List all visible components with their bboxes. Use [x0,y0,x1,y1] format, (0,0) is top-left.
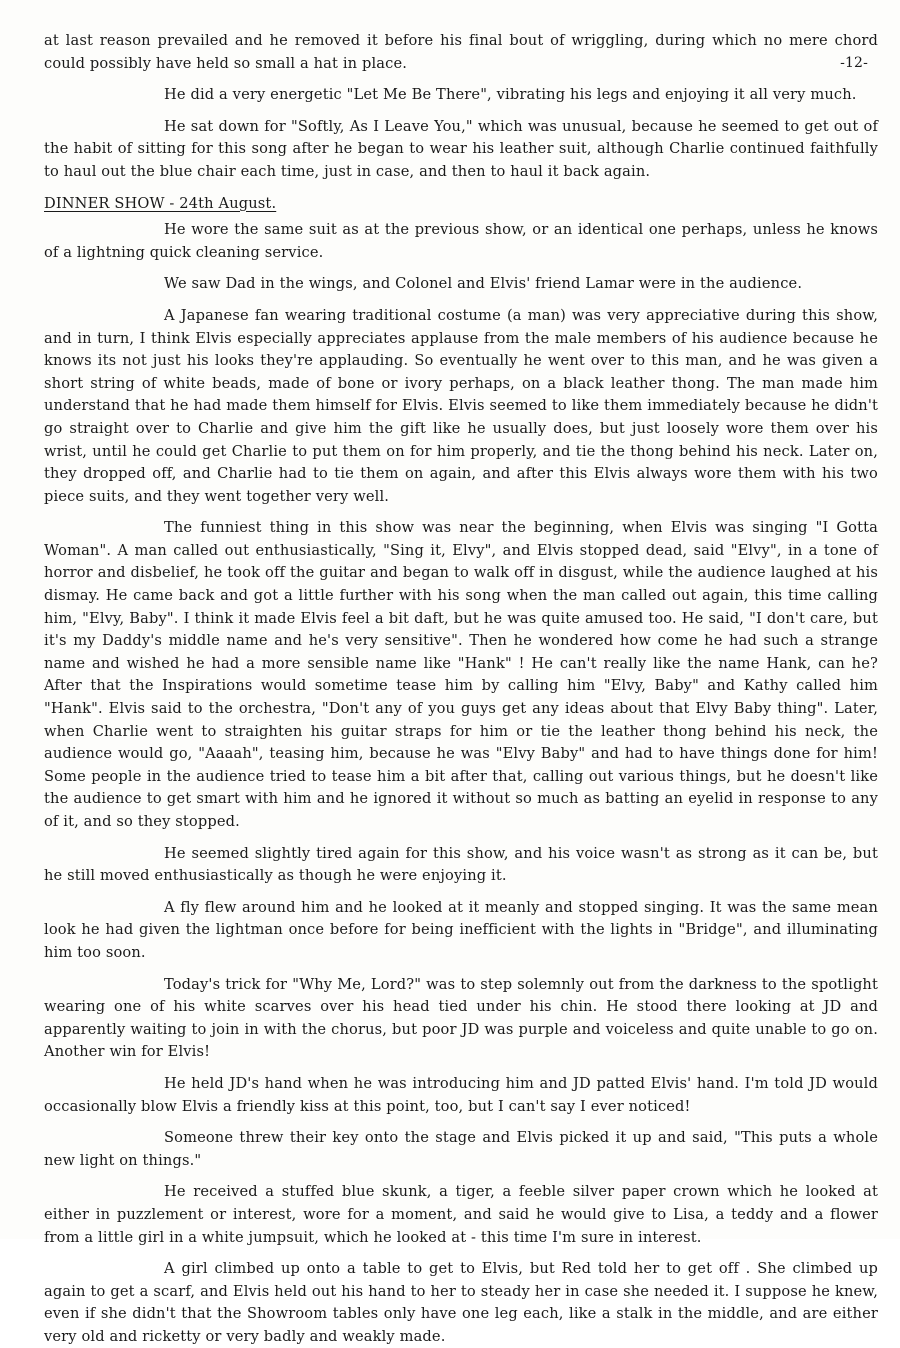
paragraph: A Japanese fan wearing traditional costume (a man) was very appreciative during this show, and in turn, I think Elvis especially appreciates applause from the male members of his audience because he knows its not just his looks they're applauding. So eventually he went over to this man, and he was given a short string of white beads, made of bone or ivory perhaps, on a black leather thong. The man made him understand that he had made them himself for Elvis. Elvis seemed to like them immediately because he didn't go straight over to Charlie and give him the gift like he usually does, but just loosely wore them over his wrist, until he could get Charlie to put them on for him properly, and tie the thong behind his neck. Later on, they dropped off, and Charlie had to tie them on again, and after this Elvis always wore them with his two piece suits, and they went together very well. [44,306,878,505]
paragraph: A fly flew around him and he looked at it meanly and stopped singing. It was the same mean look he had given the lightman once before for being inefficient with the lights in "Bridge", and illuminating him too soon. [44,898,878,961]
paragraph: He wore the same suit as at the previous show, or an identical one perhaps, unless he knows of a lightning quick cleaning service. [44,221,878,261]
paragraph: A girl climbed up onto a table to get to Elvis, but Red told her to get off . She climbed up again to get a scarf, and Elvis held out his hand to her to steady her in case she needed it. I suppose he knew, even if she didn't that the Showroom tables only have one leg each, like a stalk in the middle, and are either very old and ricketty or very badly and weakly made. [44,1260,878,1345]
page-number: -12- [840,55,868,71]
section-heading: DINNER SHOW - 24th August. [44,194,277,212]
paragraph: The funniest thing in this show was near the beginning, when Elvis was singing "I Gotta Woman". A man called out enthusiastically, "Sing it, Elvy", and Elvis stopped dead, said "Elvy", in a tone of horror and disbelief, he took off the guitar and began to walk off in disgust, while the audience laughed at his dismay. He came back and got a little further with his song when the man called out again, this time calling him, "Elvy, Baby". I think it made Elvis feel a bit daft, but he was quite amused too. He said, "I don't care, but it's my Daddy's middle name and he's very sensitive". Then he wondered how come he had such a strange name and wished he had a more sensible name like "Hank" ! He can't really like the name Hank, can he? After that the Inspirations would sometime tease him by calling him "Elvy, Baby" and Kathy called him "Hank". Elvis said to the orchestra, "Don't any of you guys get any ideas about that Elvy Baby thing". Later, when Charlie went to straighten his guitar straps for him or tie the leather thong behind his neck, the audience would go, "Aaaah", teasing him, because he was "Elvy Baby" and had to have things done for him! Some people in the audience tried to tease him a bit after that, calling out various things, but he doesn't like the audience to get smart with him and he ignored it without so much as batting an eyelid in response to any of it, and so they stopped. [44,519,878,830]
paragraph: He held JD's hand when he was introducing him and JD patted Elvis' hand. I'm told JD would occasionally blow Elvis a friendly kiss at this point, too, but I can't say I ever noticed! [44,1074,878,1115]
paragraph: He seemed slightly tired again for this show, and his voice wasn't as strong as it can be, but he still moved enthusiastically as though he were enjoying it. [44,844,878,885]
paragraph: He sat down for "Softly, As I Leave You," which was unusual, because he seemed to get out of the habit of sitting for this song after he began to wear his leather suit, although Charlie continued faithfully to haul out the blue chair each time, just in case, and then to haul it back again. [44,117,878,180]
paragraph: at last reason prevailed and he removed it before his final bout of wriggling, during which no mere chord could possibly have held so small a hat in place. [44,32,878,72]
paragraph: Today's trick for "Why Me, Lord?" was to step solemnly out from the darkness to the spotlight wearing one of his white scarves over his head tied under his chin. He stood there looking at JD and apparently waiting to join in with the chorus, but poor JD was purple and voiceless and quite unable to go on. Another win for Elvis! [44,975,878,1061]
paragraph: He received a stuffed blue skunk, a tiger, a feeble silver paper crown which he looked at either in puzzlement or interest, wore for a moment, and said he would give to Lisa, a teddy and a flower from a little girl in a white jumpsuit, which he looked at - this time I'm sure in interest. [44,1183,878,1246]
paragraph: We saw Dad in the wings, and Colonel and Elvis' friend Lamar were in the audience. [164,275,803,293]
paragraph: Someone threw their key onto the stage and Elvis picked it up and said, "This puts a whole new light on things." [44,1129,878,1169]
paragraph: He did a very energetic "Let Me Be There", vibrating his legs and enjoying it all very much. [164,86,857,104]
